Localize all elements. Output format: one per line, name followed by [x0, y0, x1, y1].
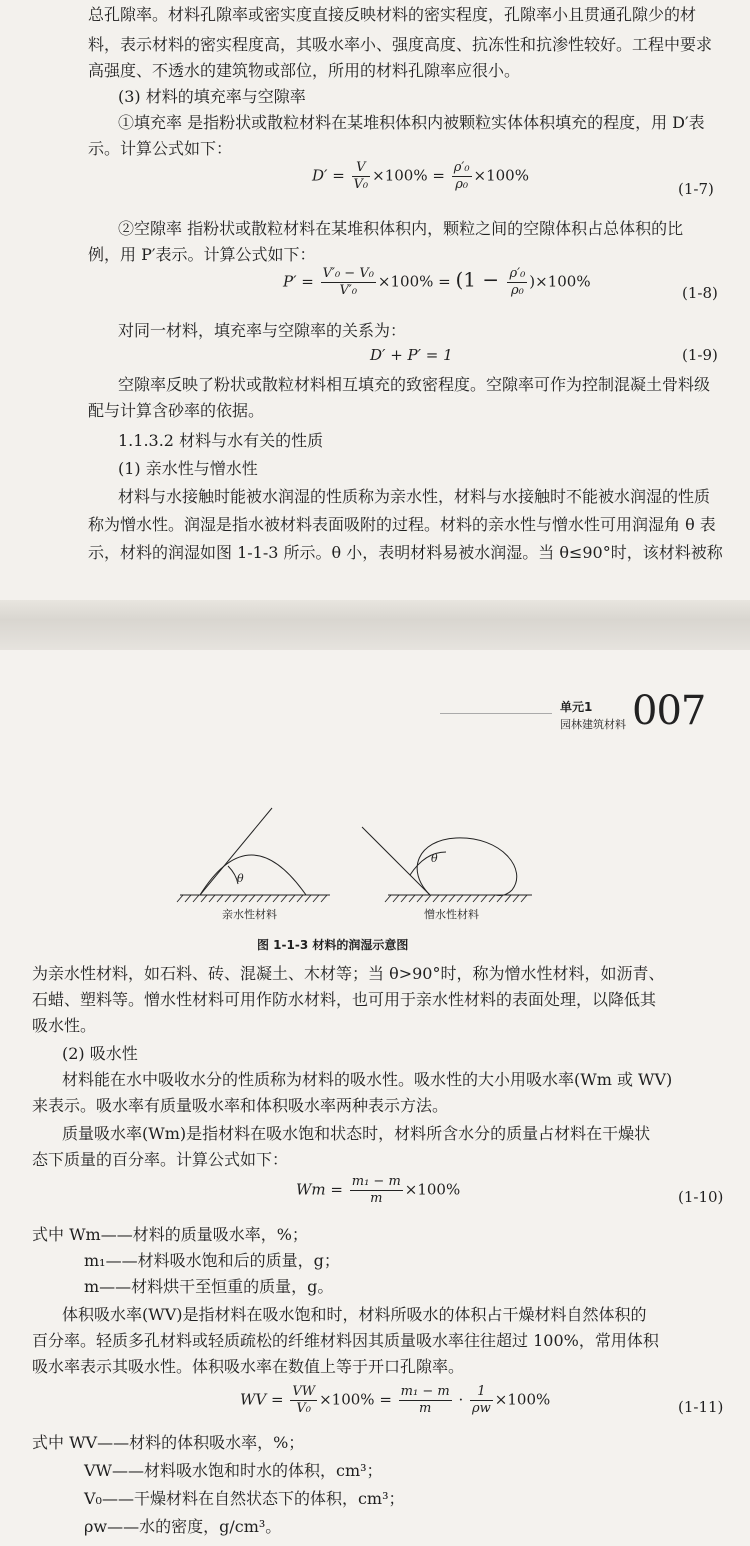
paragraph-line: 高强度、不透水的建筑物或部位，所用的材料孔隙率应很小。 [88, 61, 521, 80]
paragraph-line: 吸水性。 [32, 1016, 97, 1035]
paragraph-line: 石蜡、塑料等。憎水性材料可用作防水材料，也可用于亲水性材料的表面处理，以降低其 [32, 990, 657, 1009]
subheading: (2) 吸水性 [62, 1044, 138, 1063]
theta-label: θ [431, 852, 438, 865]
definition-line: V₀——干燥材料在自然状态下的体积，cm³； [84, 1489, 405, 1508]
subheading: (3) 材料的填充率与空隙率 [118, 87, 306, 106]
equation-1-7: D′ = $\frac{V}{\text{V₀}}$ ×100% = $\frac{\text{ρ′₀}}{\text{ρ₀}}$ ×100% [312, 160, 529, 192]
paragraph-line: 材料能在水中吸收水分的性质称为材料的吸水性。吸水性的大小用吸水率(Wm 或 WV) [62, 1070, 673, 1089]
equation-number: (1-7) [678, 180, 714, 198]
equation-number: (1-9) [682, 346, 718, 364]
paragraph-line: 空隙率反映了粉状或散粒材料相互填充的致密程度。空隙率可作为控制混凝土骨料级 [118, 375, 711, 394]
figure-label-hydrophilic: 亲水性材料 [222, 908, 277, 921]
paragraph-line: 料，表示材料的密实程度高，其吸水率小、强度高度、抗冻性和抗渗性较好。工程中要求 [88, 35, 713, 54]
header-unit: 单元1 [560, 700, 593, 714]
paragraph-line: 对同一材料，填充率与空隙率的关系为： [118, 321, 407, 340]
equation-1-9: D′ + P′ = 1 [370, 346, 453, 364]
equation-1-10: Wm = $\frac{\text{m₁ − m}}{m}$ ×100% [296, 1174, 461, 1206]
paragraph-line: 为亲水性材料，如石料、砖、混凝土、木材等；当 θ>90°时，称为憎水性材料，如沥青、 [32, 964, 665, 983]
subheading: (1) 亲水性与憎水性 [118, 459, 258, 478]
equation-number: (1-10) [678, 1188, 724, 1206]
definition-line: 式中 WV——材料的体积吸水率，%； [32, 1433, 305, 1452]
paragraph-line: 总孔隙率。材料孔隙率或密实度直接反映材料的密实程度，孔隙率小且贯通孔隙少的材 [88, 5, 697, 24]
paragraph-line: 例，用 P′表示。计算公式如下： [88, 245, 316, 264]
definition-line: m₁——材料吸水饱和后的质量，g； [84, 1251, 340, 1270]
equation-1-11: WV = $\frac{VW}{\text{V₀}}$ ×100% = $\frac{\text{m₁ − m}}{m}$ · $\frac{1}{\rho w}$ ×100% [240, 1384, 551, 1416]
paragraph-line: 质量吸水率(Wm)是指材料在吸水饱和状态时，材料所含水分的质量占材料在干燥状 [62, 1124, 651, 1143]
definition-line: 式中 Wm——材料的质量吸水率，%； [32, 1225, 308, 1244]
equation-number: (1-11) [678, 1398, 724, 1416]
paragraph-line: 体积吸水率(WV)是指材料在吸水饱和时，材料所吸水的体积占干燥材料自然体积的 [62, 1305, 647, 1324]
definition-line: m——材料烘干至恒重的质量，g。 [84, 1277, 334, 1296]
paragraph-line: 示，材料的润湿如图 1-1-3 所示。θ 小，表明材料易被水润湿。当 θ≤90°时，该材料被称 [88, 543, 723, 562]
paragraph-line: 吸水率表示其吸水性。体积吸水率在数值上等于开口孔隙率。 [32, 1357, 465, 1376]
figure-caption: 图 1-1-3 材料的润湿示意图 [257, 938, 409, 952]
header-title: 园林建筑材料 [560, 718, 626, 731]
paragraph-line: 百分率。轻质多孔材料或轻质疏松的纤维材料因其质量吸水率往往超过 100%，常用体积 [32, 1331, 659, 1350]
paragraph-line: 称为憎水性。润湿是指水被材料表面吸附的过程。材料的亲水性与憎水性可用润湿角 θ 表 [88, 515, 716, 534]
paragraph-line: 示。计算公式如下： [88, 139, 233, 158]
figure-label-hydrophobic: 憎水性材料 [424, 908, 479, 921]
paragraph-line: 材料与水接触时能被水润湿的性质称为亲水性，材料与水接触时不能被水润湿的性质 [118, 487, 711, 506]
section-heading: 1.1.3.2 材料与水有关的性质 [118, 431, 324, 450]
hydrophilic-diagram [177, 808, 330, 902]
paragraph-line: ①填充率 是指粉状或散粒材料在某堆积体积内被颗粒实体体积填充的程度，用 D′表 [118, 113, 705, 132]
equation-1-8: P′ = $\frac{\text{V′₀ − V₀}}{\text{V′₀}}$ ×100% = (1 − $\frac{\text{ρ′₀}}{\text{ρ₀}}$ )×100% [283, 266, 591, 298]
paragraph-line: 态下质量的百分率。计算公式如下： [32, 1150, 289, 1169]
paragraph-line: ②空隙率 指粉状或散粒材料在某堆积体积内，颗粒之间的空隙体积占总体积的比 [118, 219, 684, 238]
page-number: 007 [632, 688, 706, 734]
definition-line: VW——材料吸水饱和时水的体积，cm³； [84, 1461, 383, 1480]
hydrophobic-diagram [362, 827, 532, 902]
paragraph-line: 来表示。吸水率有质量吸水率和体积吸水率两种表示方法。 [32, 1096, 449, 1115]
theta-label: θ [237, 872, 244, 885]
definition-line: ρw——水的密度，g/cm³。 [84, 1517, 282, 1536]
paragraph-line: 配与计算含砂率的依据。 [88, 401, 265, 420]
equation-number: (1-8) [682, 284, 718, 302]
